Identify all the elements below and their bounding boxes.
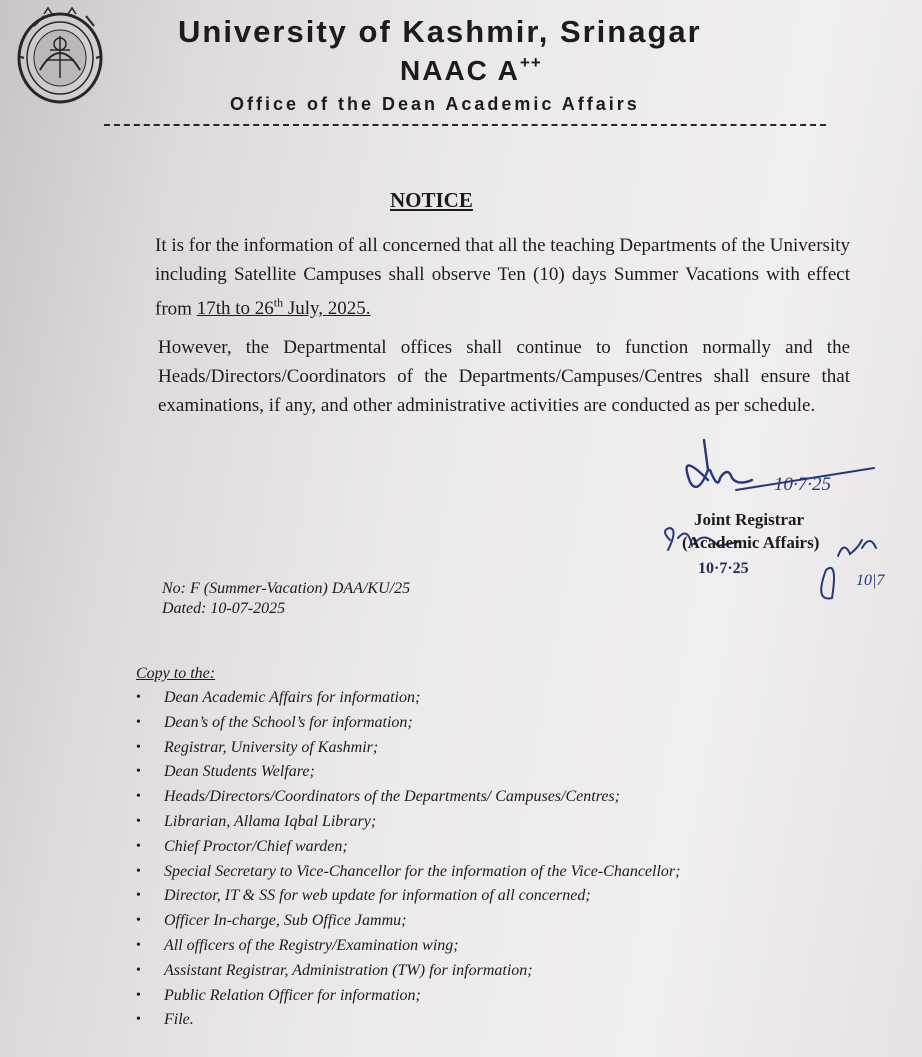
bullet-icon: •: [136, 987, 141, 1003]
vacation-dates: [197, 298, 371, 319]
list-item-text: Heads/Directors/Coordinators of the Departments/ Campuses/Centres;: [164, 788, 620, 806]
naac-superscript: ++: [519, 53, 542, 72]
signatory-designation: Joint Registrar: [694, 510, 805, 529]
bullet-icon: •: [136, 789, 141, 805]
notice-title: NOTICE: [390, 188, 473, 212]
list-item: [132, 884, 680, 909]
bullet-icon: •: [136, 813, 141, 829]
list-item-text: Director, IT & SS for web update for information of all concerned;: [164, 887, 591, 905]
handwritten-date-left: 10·7·25: [698, 560, 749, 577]
list-item: [132, 934, 680, 959]
list-item: [132, 711, 680, 736]
bullet-icon: •: [136, 764, 141, 780]
naac-label: NAAC A: [400, 55, 520, 86]
list-item-text: Dean Students Welfare;: [164, 763, 315, 781]
list-item: [132, 959, 680, 984]
list-item-text: Assistant Registrar, Administration (TW) for information;: [164, 961, 533, 979]
bullet-icon: •: [136, 838, 141, 854]
university-name: University of Kashmir, Srinagar: [178, 14, 702, 49]
signatory-department: (Academic Affairs): [682, 533, 820, 552]
vacation-dates-end: July, 2025.: [283, 298, 371, 320]
list-item-text: Chief Proctor/Chief warden;: [164, 837, 348, 855]
list-item-text: Dean Academic Affairs for information;: [164, 689, 421, 706]
list-item: [132, 810, 680, 835]
list-item: [132, 909, 680, 934]
list-item: [132, 686, 680, 711]
university-seal-logo: [14, 6, 106, 106]
list-item: [132, 736, 680, 761]
list-item: [132, 835, 680, 860]
bullet-icon: •: [136, 937, 141, 953]
naac-grade: [400, 55, 542, 87]
vacation-dates-sup: th: [273, 296, 284, 310]
header-divider: [104, 124, 826, 126]
list-item-text: Librarian, Allama Iqbal Library;: [164, 812, 377, 830]
bullet-icon: •: [136, 739, 141, 755]
reference-block: [162, 579, 410, 619]
copy-to-heading: Copy to the:: [136, 665, 216, 682]
bullet-icon: •: [136, 913, 141, 929]
notice-paragraph-2: However, the Departmental offices shall continue to function normally and the Heads/Directors/Coordinators of the Departments/Campuses/Centres shall ensure that examinations, if any, and other administrative activities are conducted as per schedule.: [158, 337, 850, 416]
list-item-text: Public Relation Officer for information;: [164, 986, 421, 1004]
reference-number: No: F (Summer-Vacation) DAA/KU/25: [162, 580, 411, 597]
bullet-icon: •: [136, 690, 141, 705]
bullet-icon: •: [136, 863, 141, 879]
bullet-icon: •: [136, 1012, 141, 1028]
list-item: [132, 1008, 680, 1033]
handwritten-date-right: 10|7: [856, 572, 885, 589]
list-item-text: Officer In-charge, Sub Office Jammu;: [164, 912, 407, 930]
reference-date: Dated: 10-07-2025: [162, 600, 286, 617]
list-item-text: All officers of the Registry/Examination wing;: [164, 936, 459, 954]
vacation-dates-start: 17th to 26: [196, 298, 274, 320]
list-item-text: Registrar, University of Kashmir;: [164, 738, 379, 756]
bullet-icon: •: [136, 962, 141, 978]
handwritten-date-top: 10·7·25: [774, 474, 831, 495]
list-item: [132, 760, 680, 785]
list-item-text: Special Secretary to Vice-Chancellor for the information of the Vice-Chancellor;: [164, 862, 681, 880]
list-item: [132, 984, 680, 1009]
list-item: [132, 860, 680, 885]
bullet-icon: •: [136, 714, 141, 730]
list-item-text: Dean’s of the School’s for information;: [164, 713, 413, 731]
list-item: [132, 785, 680, 810]
para1-text: It is for the information of all concerned that all the teaching Departments of the University including Satellite Campuses shall observe Ten (10) days Summer Vacations with effect from: [155, 235, 850, 320]
bullet-icon: •: [136, 888, 141, 904]
list-item-text: File.: [164, 1011, 194, 1029]
copy-to-list: [132, 686, 680, 1033]
notice-paragraph-1: [155, 231, 850, 323]
office-name: Office of the Dean Academic Affairs: [230, 94, 640, 114]
signature-block: [648, 430, 908, 620]
